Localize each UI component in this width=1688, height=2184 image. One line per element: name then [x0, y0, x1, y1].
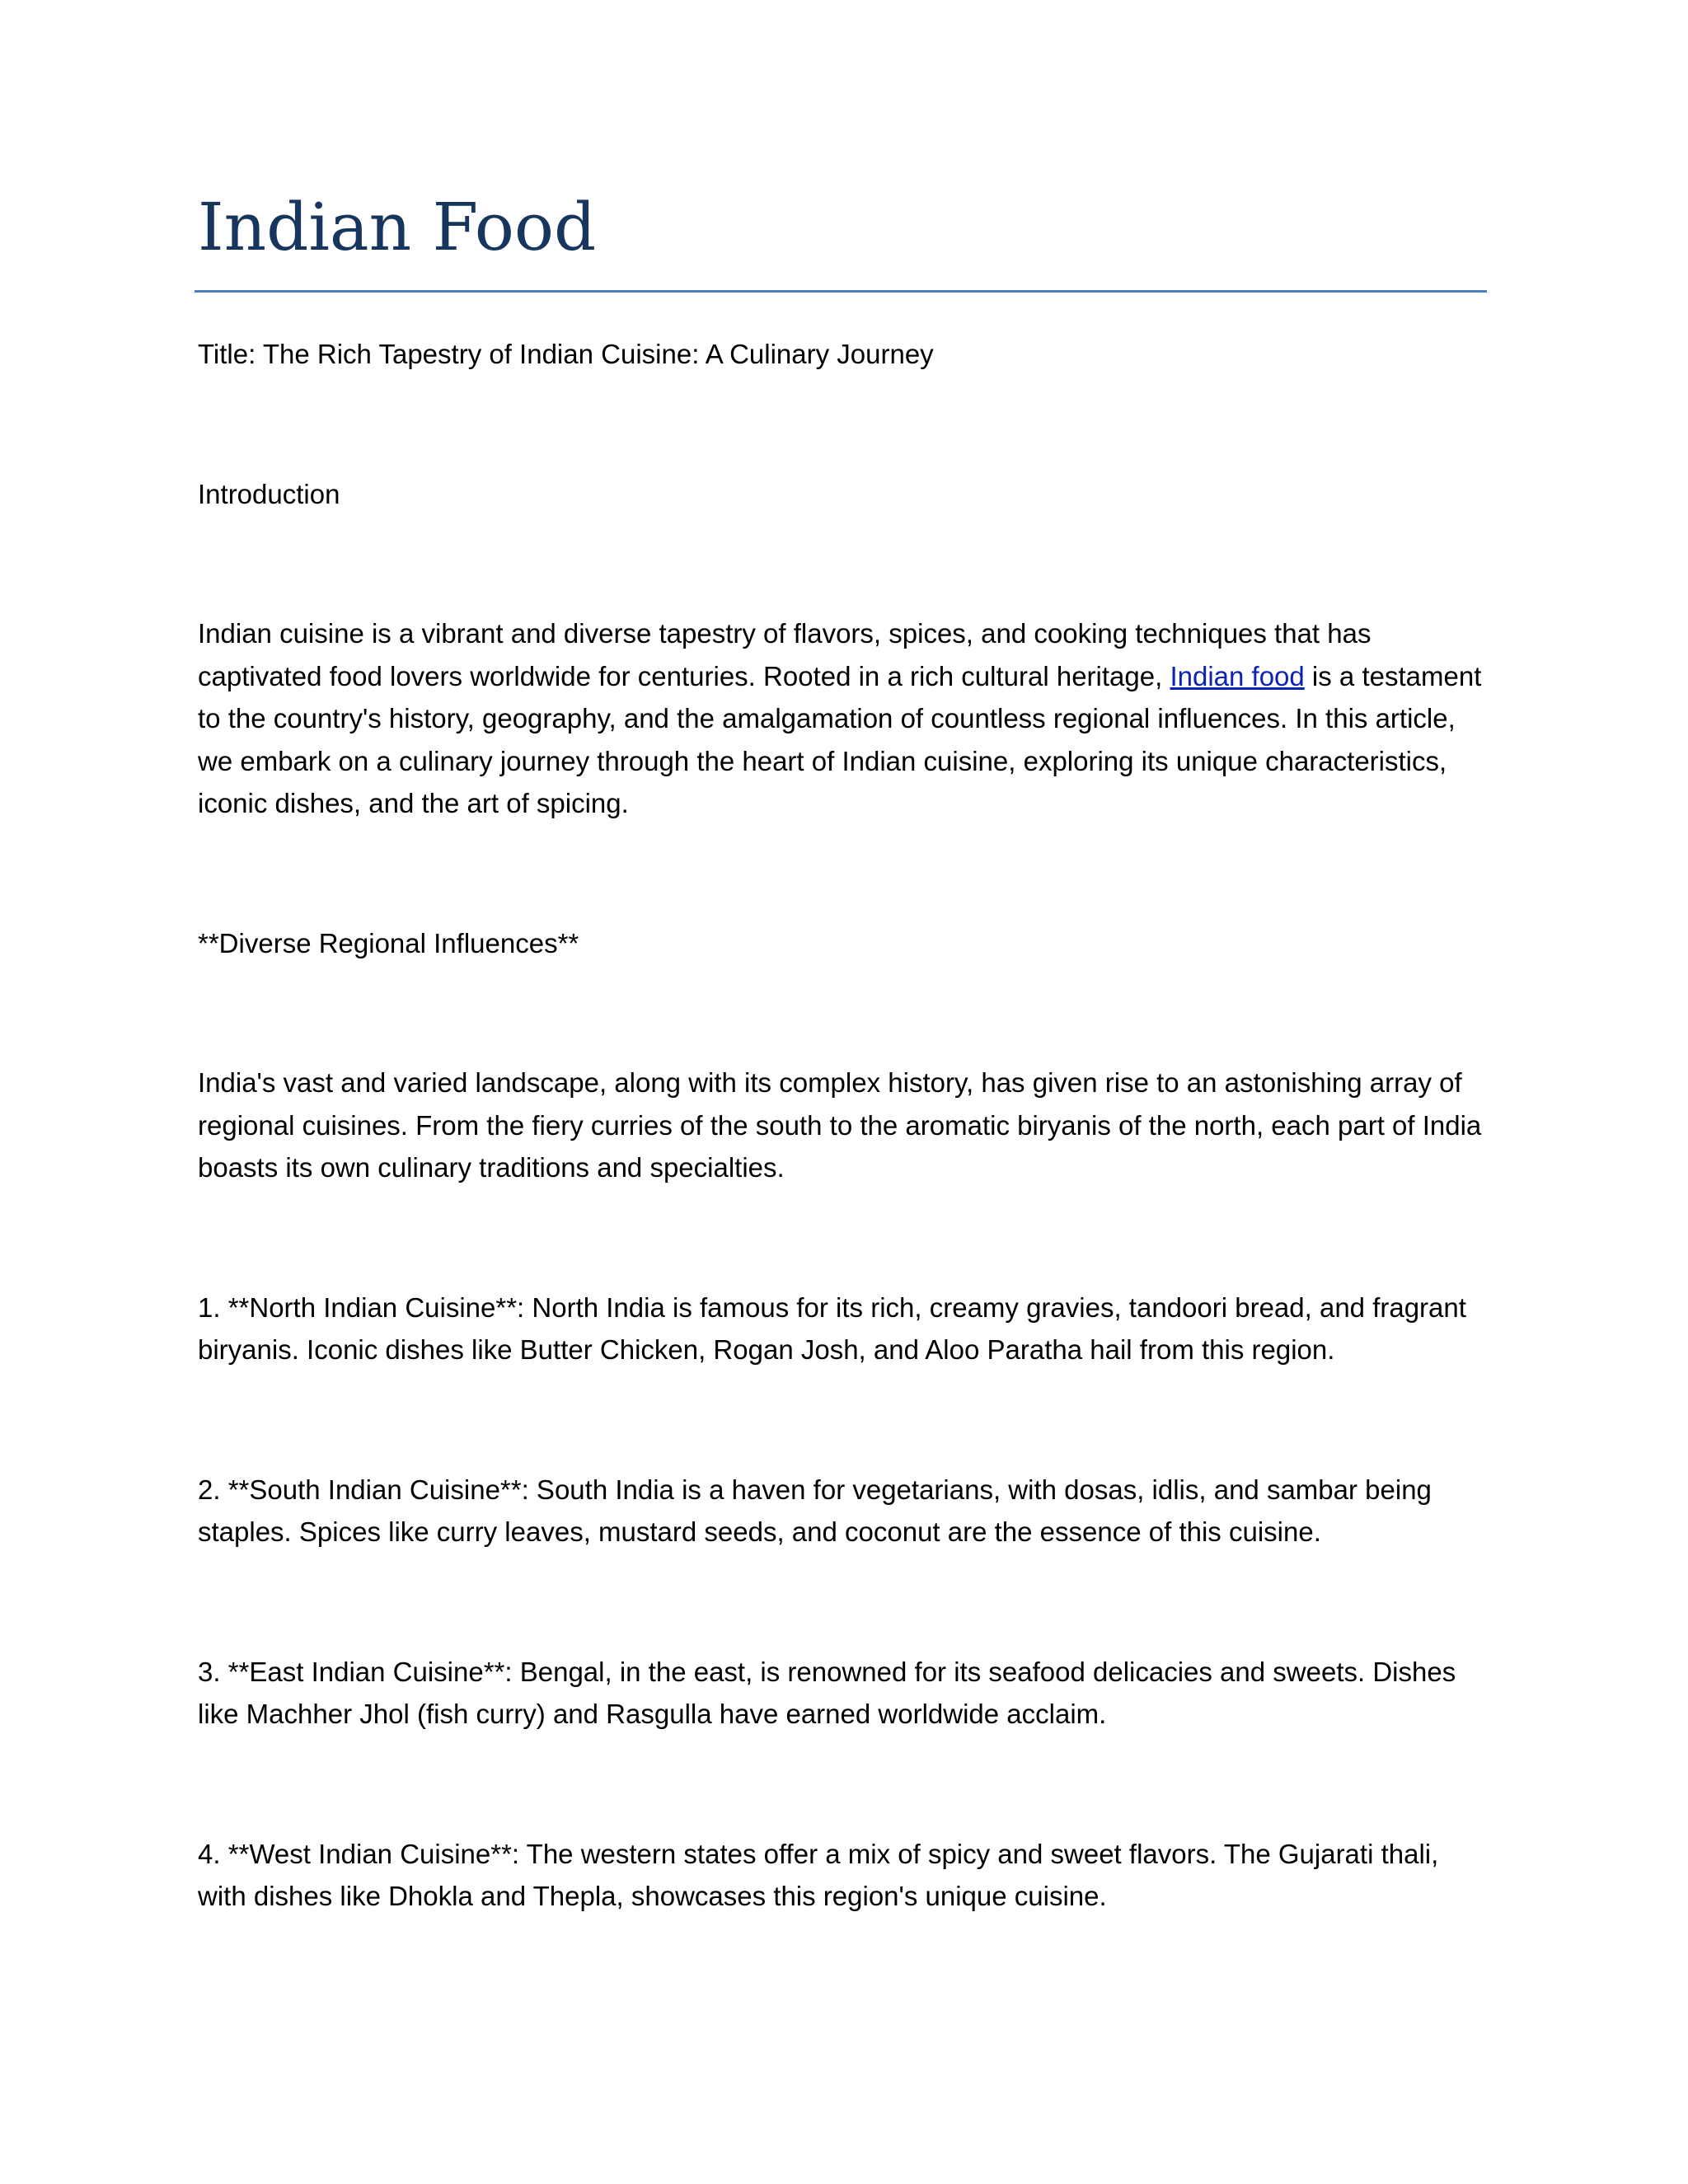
introduction-heading: Introduction — [198, 478, 340, 509]
title-line: Title: The Rich Tapestry of Indian Cuisine: A Culinary Journey — [198, 339, 934, 369]
intro-paragraph — [198, 612, 1490, 825]
document-heading: Indian Food — [198, 189, 597, 265]
intro-text-before-link: Indian cuisine is a vibrant and diverse tapestry of flavors, spices, and cooking techniques that has captivated food lovers worldwide for centuries. Rooted in a rich cultural heritage, — [198, 618, 1372, 691]
region-item-west: 4. **West Indian Cuisine**: The western states offer a mix of spicy and sweet flavors. The Gujarati thali, with dishes like Dhokla and Thepla, showcases this region's unique cuisine. — [198, 1838, 1439, 1911]
regional-heading: **Diverse Regional Influences** — [198, 927, 579, 958]
region-item-south: 2. **South Indian Cuisine**: South India is a haven for vegetarians, with dosas, idlis, and sambar being staples. Spices like curry leaves, mustard seeds, and coconut are the essence of this cuisine. — [198, 1474, 1432, 1547]
indian-food-link[interactable]: Indian food — [1170, 660, 1305, 691]
intro-text-after-link: is a testament to the country's history, geography, and the amalgamation of countless regional influences. In this article, we embark on a culinary journey through the heart of Indian cuisine, exploring its unique characteristics, iconic dishes, and the art of spicing. — [198, 660, 1482, 818]
regional-paragraph: India's vast and varied landscape, along with its complex history, has given rise to an astonishing array of regional cuisines. From the fiery curries of the south to the aromatic biryanis of the north, each part of India boasts its own culinary traditions and specialties. — [198, 1067, 1482, 1183]
region-item-east: 3. **East Indian Cuisine**: Bengal, in the east, is renowned for its seafood delicacies and sweets. Dishes like Machher Jhol (fish curry) and Rasgulla have earned worldwide acclaim. — [198, 1656, 1456, 1729]
region-item-north: 1. **North Indian Cuisine**: North India is famous for its rich, creamy gravies, tandoori bread, and fragrant biryanis. Iconic dishes like Butter Chicken, Rogan Josh, and Aloo Paratha hail from this region. — [198, 1291, 1466, 1365]
document-body — [198, 333, 1490, 2015]
heading-underline-rule — [195, 290, 1487, 293]
